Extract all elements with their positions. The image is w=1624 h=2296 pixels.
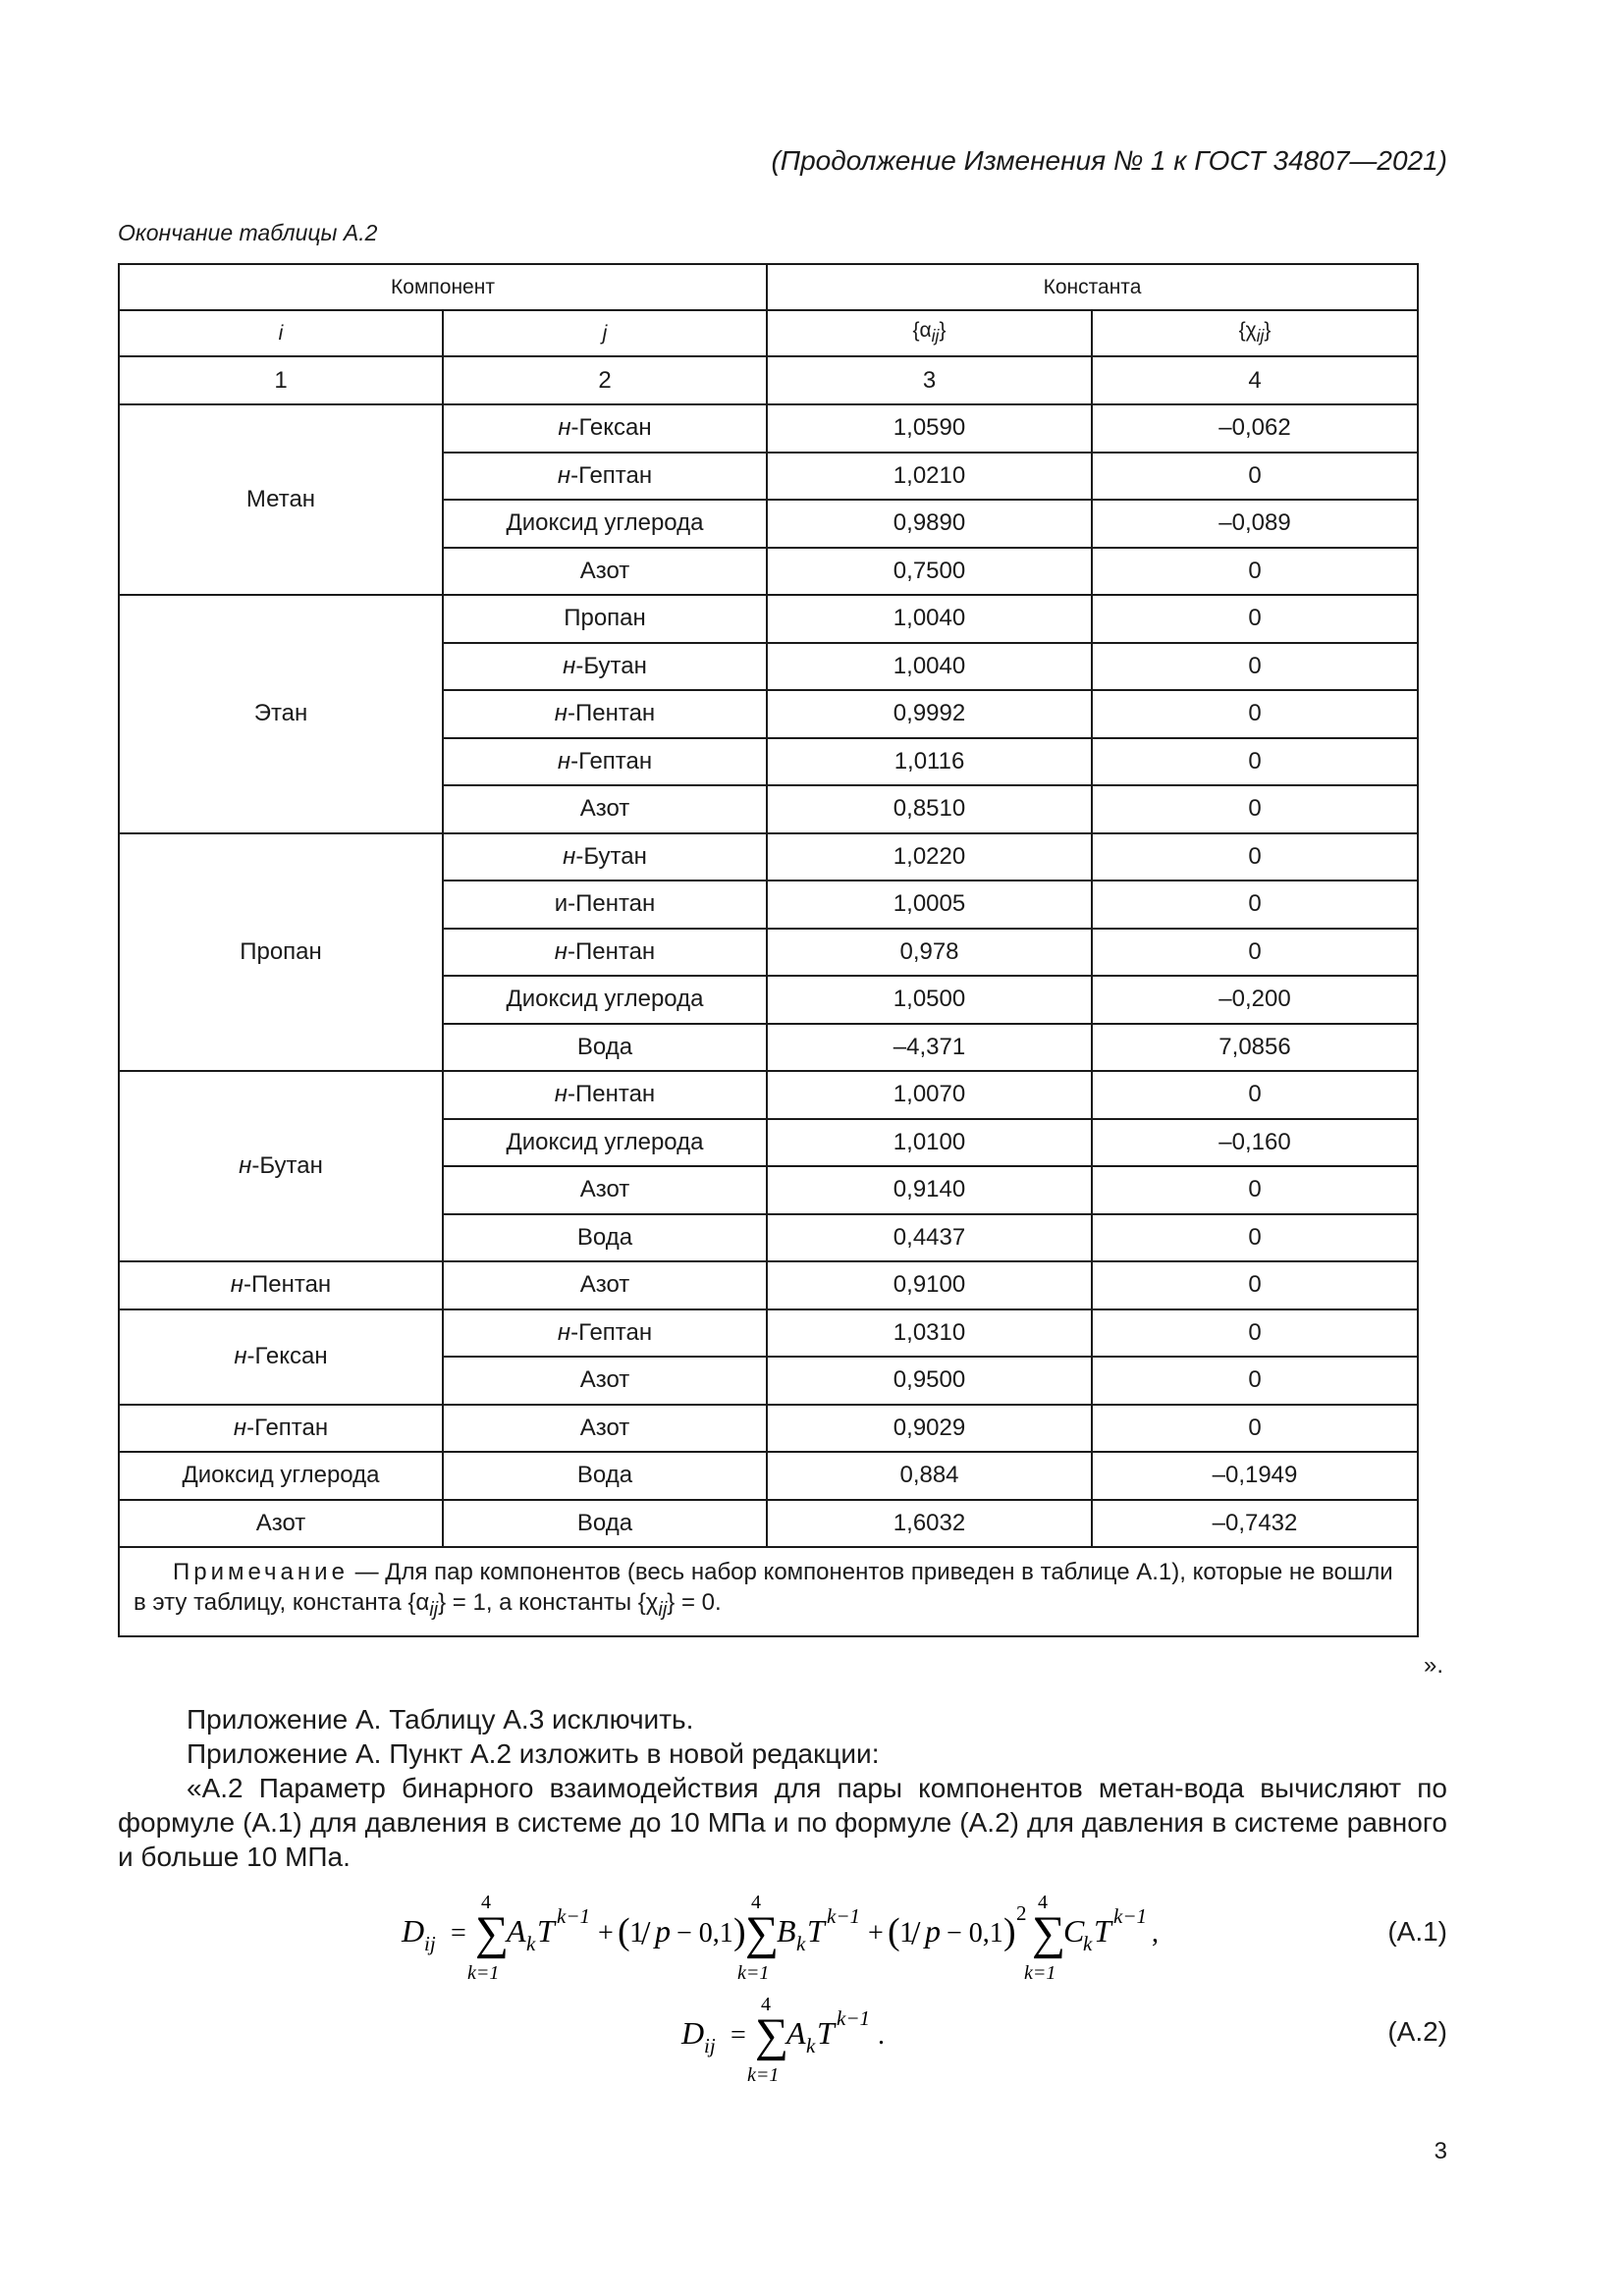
formula-number: 1 <box>629 1916 644 1949</box>
component-j-cell: н-Гексан <box>443 404 767 453</box>
formula-symbol: T <box>1094 1913 1111 1949</box>
paragraph: «А.2 Параметр бинарного взаимодействия для пары компонентов метан-вода вычисляют по формуле (А.1) для давления в системе до 10 МПа и по формуле (А.2) для давления в системе равного и больше 10 МПа. <box>118 1773 1447 1872</box>
column-number: 2 <box>443 356 767 404</box>
equation-number-a1: (А.1) <box>1387 1916 1447 1947</box>
formula-symbol: T <box>817 2015 835 2051</box>
component-j-cell: н-Гептан <box>443 1309 767 1358</box>
alpha-value-cell: 0,8510 <box>767 785 1092 833</box>
formula-bracket: ( <box>618 1911 630 1952</box>
formula-exponent: k−1 <box>1113 1904 1147 1928</box>
component-j-cell: н-Пентан <box>443 929 767 977</box>
alpha-value-cell: 1,0220 <box>767 833 1092 881</box>
sum-sign: ∑ <box>475 1907 510 1959</box>
chi-value-cell: 0 <box>1092 643 1418 691</box>
column-numbers-row <box>119 356 1418 404</box>
alpha-value-cell: 1,0040 <box>767 595 1092 643</box>
formula-symbol: C <box>1063 1913 1085 1949</box>
equation-number-a2: (А.2) <box>1387 2016 1447 2047</box>
table-note-row <box>119 1547 1418 1636</box>
component-i-cell: Диоксид углерода <box>119 1452 443 1500</box>
alpha-value-cell: 0,9890 <box>767 500 1092 548</box>
chi-value-cell: –0,160 <box>1092 1119 1418 1167</box>
formula-symbol: B <box>777 1913 796 1949</box>
column-number: 4 <box>1092 356 1418 404</box>
alpha-value-cell: 0,9029 <box>767 1405 1092 1453</box>
sum-upper-limit: 4 <box>481 1892 491 1913</box>
paragraph: Приложение А. Таблицу А.3 исключить. <box>187 1704 694 1735</box>
closing-quote: ». <box>1424 1652 1444 1679</box>
component-j-cell: Азот <box>443 548 767 596</box>
chi-value-cell: 0 <box>1092 595 1418 643</box>
formula-exponent: 2 <box>1016 1901 1027 1925</box>
table-subheader-row <box>119 310 1418 356</box>
formula-subscript: k <box>526 1932 536 1955</box>
component-j-cell: Азот <box>443 785 767 833</box>
header-constant: Константа <box>767 264 1418 310</box>
formula-operator: = <box>451 1918 466 1949</box>
component-j-cell: н-Гептан <box>443 453 767 501</box>
header-i: i <box>119 310 443 356</box>
component-i-cell: Пропан <box>119 833 443 1072</box>
formula-number: − 0,1 <box>947 1918 1003 1949</box>
chi-value-cell: 0 <box>1092 785 1418 833</box>
alpha-value-cell: 1,6032 <box>767 1500 1092 1548</box>
component-j-cell: Диоксид углерода <box>443 1119 767 1167</box>
chi-value-cell: –0,089 <box>1092 500 1418 548</box>
formula-a2-svg <box>677 1989 913 2087</box>
component-j-cell: Диоксид углерода <box>443 976 767 1024</box>
note-subscript: ij <box>429 1598 439 1621</box>
component-j-cell: н-Пентан <box>443 690 767 738</box>
table-row <box>119 1309 1418 1358</box>
table-row <box>119 404 1418 453</box>
table-row <box>119 1261 1418 1309</box>
component-j-cell: н-Бутан <box>443 833 767 881</box>
component-i-cell: н-Гептан <box>119 1405 443 1453</box>
header-component: Компонент <box>119 264 767 310</box>
chi-value-cell: 0 <box>1092 690 1418 738</box>
alpha-value-cell: –4,371 <box>767 1024 1092 1072</box>
note-symbol: {α <box>407 1589 430 1616</box>
component-j-cell: н-Гептан <box>443 738 767 786</box>
formula-number: − 0,1 <box>677 1918 733 1949</box>
sum-upper-limit: 4 <box>761 1994 771 2015</box>
formula-symbol: A <box>507 1913 526 1949</box>
formula-exponent: k−1 <box>827 1904 860 1928</box>
component-j-cell: Азот <box>443 1166 767 1214</box>
sum-sign: ∑ <box>755 2009 789 2061</box>
sum-lower-limit: k=1 <box>467 1962 500 1984</box>
alpha-value-cell: 0,7500 <box>767 548 1092 596</box>
header-chi: $\{\chi_{ij}\}$ <box>1092 310 1418 356</box>
component-j-cell: Вода <box>443 1500 767 1548</box>
formula-operator: = <box>731 2020 746 2051</box>
formula-bracket: ( <box>888 1911 900 1952</box>
alpha-value-cell: 1,0040 <box>767 643 1092 691</box>
component-j-cell: Вода <box>443 1024 767 1072</box>
alpha-value-cell: 0,9500 <box>767 1357 1092 1405</box>
chi-value-cell: 0 <box>1092 453 1418 501</box>
alpha-value-cell: 1,0590 <box>767 404 1092 453</box>
alpha-value-cell: 0,9140 <box>767 1166 1092 1214</box>
formula-subscript: k <box>806 2034 816 2057</box>
chi-value-cell: 0 <box>1092 548 1418 596</box>
table-caption: Окончание таблицы А.2 <box>118 220 378 245</box>
chi-value-cell: 0 <box>1092 1071 1418 1119</box>
component-j-cell: Азот <box>443 1261 767 1309</box>
paragraph: Приложение А. Пункт А.2 изложить в новой редакции: <box>187 1738 880 1769</box>
component-j-cell: н-Бутан <box>443 643 767 691</box>
table-note <box>119 1547 1418 1636</box>
formula-symbol: T <box>537 1913 555 1949</box>
formula-subscript: k <box>1083 1932 1093 1955</box>
component-j-cell: и-Пентан <box>443 881 767 929</box>
note-text: } = 0. <box>667 1589 722 1616</box>
page-number: 3 <box>1434 2138 1447 2164</box>
note-subscript: ij <box>658 1598 668 1621</box>
formula-symbol: p <box>655 1913 671 1949</box>
table-header-row <box>119 264 1418 310</box>
chi-value-cell: 7,0856 <box>1092 1024 1418 1072</box>
sum-upper-limit: 4 <box>1038 1892 1048 1913</box>
alpha-value-cell: 1,0116 <box>767 738 1092 786</box>
component-i-cell: Этан <box>119 595 443 833</box>
alpha-value-cell: 1,0210 <box>767 453 1092 501</box>
running-header: (Продолжение Изменения № 1 к ГОСТ 34807—2021) <box>771 145 1447 176</box>
sum-lower-limit: k=1 <box>737 1962 770 1984</box>
component-i-cell: Азот <box>119 1500 443 1548</box>
chi-value-cell: 0 <box>1092 929 1418 977</box>
formula-punctuation: . <box>878 2020 885 2051</box>
formula-symbol: T <box>807 1913 825 1949</box>
chi-value-cell: 0 <box>1092 881 1418 929</box>
chi-value-cell: 0 <box>1092 833 1418 881</box>
chi-value-cell: 0 <box>1092 1214 1418 1262</box>
alpha-value-cell: 0,978 <box>767 929 1092 977</box>
alpha-value-cell: 0,4437 <box>767 1214 1092 1262</box>
table-row <box>119 833 1418 881</box>
table-row <box>119 595 1418 643</box>
alpha-value-cell: 1,0005 <box>767 881 1092 929</box>
sum-sign: ∑ <box>1032 1907 1066 1959</box>
sum-upper-limit: 4 <box>751 1892 761 1913</box>
header-alpha: $\{\alpha_{ij}\}$ <box>767 310 1092 356</box>
chi-value-cell: 0 <box>1092 738 1418 786</box>
component-j-cell: Пропан <box>443 595 767 643</box>
component-j-cell: Вода <box>443 1452 767 1500</box>
component-j-cell: Азот <box>443 1405 767 1453</box>
formula-a1 <box>398 1887 1183 1993</box>
table-row <box>119 1071 1418 1119</box>
alpha-value-cell: 1,0070 <box>767 1071 1092 1119</box>
formula-symbol: A <box>786 2015 806 2051</box>
alpha-value-cell: 1,0500 <box>767 976 1092 1024</box>
formula-a2 <box>677 1989 913 2095</box>
formula-symbol: D <box>681 2015 705 2051</box>
note-text: } = 1, а константы <box>438 1589 638 1616</box>
alpha-value-cell: 1,0100 <box>767 1119 1092 1167</box>
formula-symbol: D <box>402 1913 425 1949</box>
chi-value-cell: –0,062 <box>1092 404 1418 453</box>
alpha-value-cell: 0,9100 <box>767 1261 1092 1309</box>
formula-operator: + <box>868 1918 884 1949</box>
component-i-cell: н-Пентан <box>119 1261 443 1309</box>
chi-value-cell: –0,7432 <box>1092 1500 1418 1548</box>
formula-subscript: ij <box>704 2034 716 2057</box>
formula-a1-svg <box>398 1887 1183 1985</box>
chi-value-cell: 0 <box>1092 1261 1418 1309</box>
formula-exponent: k−1 <box>837 2006 870 2030</box>
sum-lower-limit: k=1 <box>747 2064 780 2086</box>
component-j-cell: н-Пентан <box>443 1071 767 1119</box>
alpha-value-cell: 0,884 <box>767 1452 1092 1500</box>
chi-value-cell: 0 <box>1092 1309 1418 1358</box>
chi-value-cell: 0 <box>1092 1357 1418 1405</box>
formula-number: 1 <box>899 1916 914 1949</box>
chi-value-cell: –0,200 <box>1092 976 1418 1024</box>
formula-bracket: ) <box>733 1911 746 1952</box>
formula-operator: / <box>911 1915 921 1951</box>
alpha-value-cell: 1,0310 <box>767 1309 1092 1358</box>
formula-bracket: ) <box>1003 1911 1016 1952</box>
formula-exponent: k−1 <box>557 1904 590 1928</box>
formula-operator: + <box>598 1918 614 1949</box>
formula-symbol: p <box>925 1913 941 1949</box>
chi-value-cell: 0 <box>1092 1405 1418 1453</box>
note-label: Примечание <box>173 1559 349 1585</box>
table-row <box>119 1500 1418 1548</box>
table-row <box>119 1452 1418 1500</box>
alpha-value-cell: 0,9992 <box>767 690 1092 738</box>
sum-lower-limit: k=1 <box>1024 1962 1056 1984</box>
header-j: j <box>443 310 767 356</box>
component-j-cell: Азот <box>443 1357 767 1405</box>
sum-sign: ∑ <box>745 1907 780 1959</box>
chi-value-cell: 0 <box>1092 1166 1418 1214</box>
column-number: 1 <box>119 356 443 404</box>
component-i-cell: н-Бутан <box>119 1071 443 1261</box>
formula-operator: / <box>641 1915 651 1951</box>
formula-subscript: ij <box>424 1932 436 1955</box>
chi-value-cell: –0,1949 <box>1092 1452 1418 1500</box>
component-i-cell: Метан <box>119 404 443 595</box>
note-symbol: {χ <box>637 1589 659 1616</box>
formula-punctuation: , <box>1152 1918 1159 1949</box>
body-text <box>118 1702 1447 1874</box>
constants-table <box>118 263 1419 1637</box>
note-text: — Для пар компонентов (весь набор компонентов приведен в таблице А.1), которые не вошли в эту таблицу, константа <box>134 1559 1393 1616</box>
formula-subscript: k <box>796 1932 806 1955</box>
component-j-cell: Вода <box>443 1214 767 1262</box>
component-i-cell: н-Гексан <box>119 1309 443 1405</box>
table-row <box>119 1405 1418 1453</box>
component-j-cell: Диоксид углерода <box>443 500 767 548</box>
column-number: 3 <box>767 356 1092 404</box>
